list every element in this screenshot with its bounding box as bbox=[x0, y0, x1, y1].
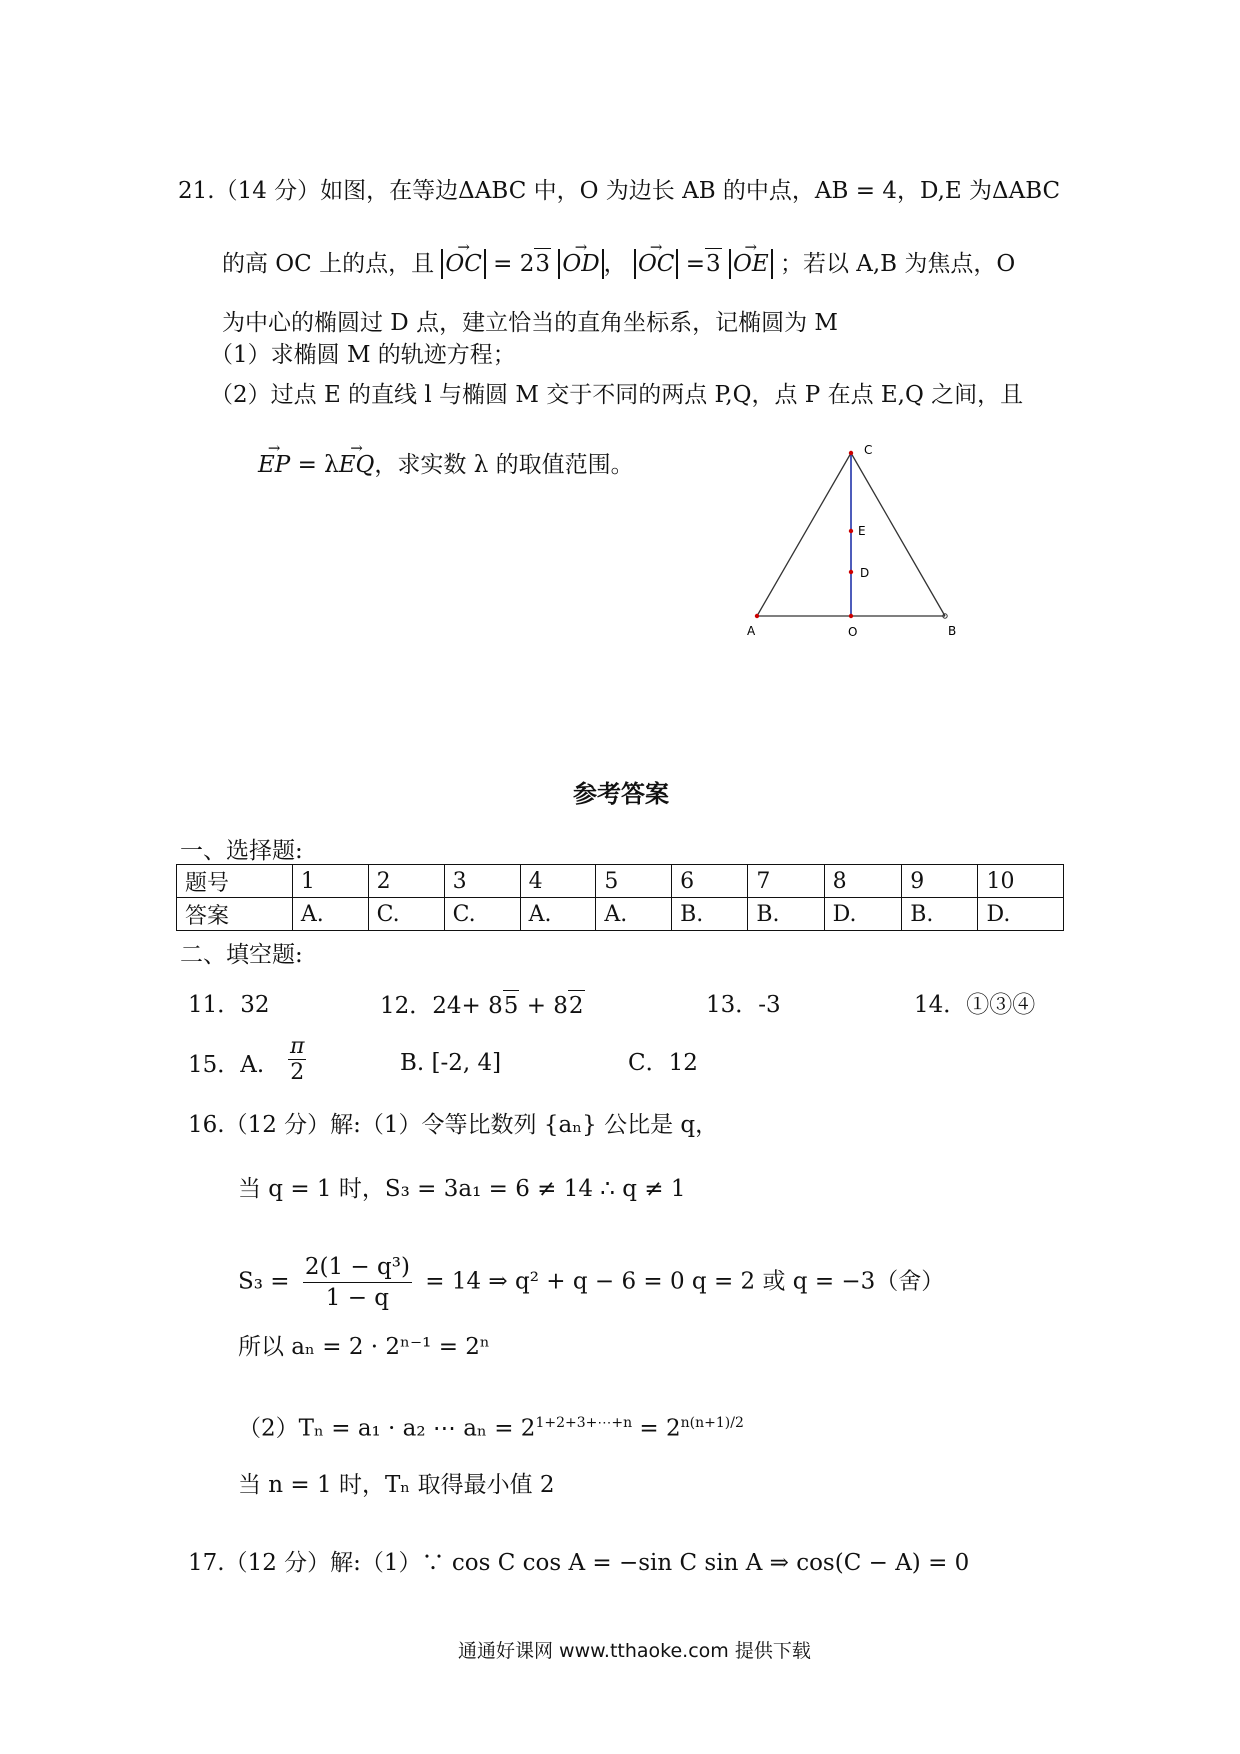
solution-16-line3 bbox=[238, 1252, 944, 1313]
problem-21-part2: （2）过点 E 的直线 l 与椭圆 M 交于不同的两点 P,Q，点 P 在点 E,Q 之间，且 bbox=[210, 382, 1024, 408]
eq-sqrt: = bbox=[685, 251, 706, 277]
table-cell: B. bbox=[902, 898, 978, 931]
pi-over-2 bbox=[288, 1034, 306, 1085]
solution-16-line1: 16.（12 分）解:（1）令等比数列 {aₙ} 公比是 q， bbox=[188, 1112, 719, 1138]
table-cell: 6 bbox=[672, 865, 748, 898]
problem-21-line2-suffix: ；若以 A,B 为焦点，O bbox=[779, 251, 1016, 277]
vector-od: → OD bbox=[562, 249, 599, 279]
answer-title: 参考答案 bbox=[573, 780, 669, 808]
point-o bbox=[849, 614, 853, 618]
problem-21-line6 bbox=[258, 450, 634, 480]
sqrt-3: 3 bbox=[534, 248, 551, 279]
table-cell: 题号 bbox=[177, 865, 293, 898]
point-a bbox=[755, 614, 759, 618]
section-1-title: 一、选择题: bbox=[180, 838, 303, 864]
point-c bbox=[849, 451, 853, 455]
table-cell: 9 bbox=[902, 865, 978, 898]
section-2-title: 二、填空题: bbox=[180, 942, 303, 968]
problem-21-line2-prefix: 的高 OC 上的点，且 bbox=[222, 251, 435, 277]
pi-denominator: 2 bbox=[290, 1060, 305, 1085]
table-cell: A. bbox=[292, 898, 368, 931]
table-row-question-numbers bbox=[177, 865, 1064, 898]
point-e bbox=[849, 529, 853, 533]
table-cell: 7 bbox=[748, 865, 824, 898]
table-cell: 2 bbox=[368, 865, 444, 898]
table-cell: D. bbox=[978, 898, 1064, 931]
tn-prefix: （2）Tₙ = a₁ · a₂ ⋯ aₙ = 2 bbox=[238, 1415, 536, 1442]
table-cell: C. bbox=[368, 898, 444, 931]
answer-12-mid: + 8 bbox=[519, 993, 568, 1019]
page-footer: 通通好课网 www.tthaoke.com 提供下载 bbox=[458, 1640, 811, 1662]
vector-oe: → OE bbox=[733, 249, 769, 279]
s3-suffix: = 14 ⇒ q² + q − 6 = 0 q = 2 或 q = −3（舍） bbox=[425, 1268, 945, 1295]
solution-17-line1: 17.（12 分）解:（1）∵ cos C cos A = −sin C sin A ⇒ cos(C − A) = 0 bbox=[188, 1550, 970, 1576]
table-row-answers bbox=[177, 898, 1064, 931]
s3-numerator: 2(1 − q³) bbox=[303, 1252, 412, 1283]
table-cell: A. bbox=[596, 898, 672, 931]
vector-ep: → EP bbox=[258, 450, 290, 480]
eq-lambda: = λ bbox=[290, 452, 339, 478]
table-cell: A. bbox=[520, 898, 596, 931]
tn-exponent-1: 1+2+3+⋯+n bbox=[535, 1415, 633, 1431]
problem-21-line6-suffix: ，求实数 λ 的取值范围。 bbox=[374, 452, 634, 478]
eq-2sqrt: = 2 bbox=[493, 251, 535, 277]
label-d: D bbox=[860, 566, 870, 580]
answer-12-prefix: 12．24+ 8 bbox=[380, 993, 503, 1019]
table-cell: D. bbox=[824, 898, 902, 931]
table-cell: B. bbox=[672, 898, 748, 931]
table-cell: 1 bbox=[292, 865, 368, 898]
sqrt-2: 2 bbox=[568, 990, 585, 1021]
point-d bbox=[849, 570, 853, 574]
label-o: O bbox=[848, 625, 858, 639]
label-c: C bbox=[864, 443, 873, 457]
side-ac bbox=[757, 453, 851, 616]
answer-12 bbox=[380, 990, 585, 1021]
tn-mid: = 2 bbox=[632, 1415, 681, 1442]
vector-oc: → OC bbox=[445, 249, 481, 279]
sqrt-3-b: 3 bbox=[705, 248, 722, 279]
label-a: A bbox=[747, 624, 756, 638]
table-cell: 3 bbox=[444, 865, 520, 898]
problem-21-line1: 21.（14 分）如图，在等边ΔABC 中，O 为边长 AB 的中点，AB = 4，D,E 为ΔABC bbox=[178, 178, 1061, 204]
problem-21-line3: 为中心的椭圆过 D 点，建立恰当的直角坐标系，记椭圆为 M bbox=[222, 310, 838, 336]
triangle-figure bbox=[730, 438, 980, 650]
s3-fraction bbox=[303, 1252, 412, 1313]
label-e: E bbox=[858, 524, 866, 538]
table-cell: B. bbox=[748, 898, 824, 931]
tn-exponent-2: n(n+1)/2 bbox=[680, 1415, 744, 1431]
table-cell: 8 bbox=[824, 865, 902, 898]
s3-denominator: 1 − q bbox=[325, 1285, 390, 1311]
vector-eq: → EQ bbox=[339, 450, 375, 480]
problem-21-part1: （1）求椭圆 M 的轨迹方程； bbox=[210, 342, 516, 368]
label-b: B bbox=[948, 624, 957, 638]
answer-15-a: 15．A. bbox=[188, 1052, 265, 1078]
pi-numerator: π bbox=[290, 1034, 305, 1059]
answer-15-b: B. [-2, 4] bbox=[400, 1050, 502, 1076]
solution-16-line2: 当 q = 1 时，S₃ = 3a₁ = 6 ≠ 14 ∴ q ≠ 1 bbox=[238, 1176, 686, 1202]
table-cell: 5 bbox=[596, 865, 672, 898]
table-cell: 答案 bbox=[177, 898, 293, 931]
table-cell: C. bbox=[444, 898, 520, 931]
problem-21-line2 bbox=[222, 248, 1015, 279]
answer-14: 14．①③④ bbox=[914, 992, 1036, 1018]
solution-16-line6: 当 n = 1 时，Tₙ 取得最小值 2 bbox=[238, 1472, 555, 1498]
table-cell: 4 bbox=[520, 865, 596, 898]
solution-16-line4: 所以 aₙ = 2 · 2ⁿ⁻¹ = 2ⁿ bbox=[238, 1334, 490, 1360]
s3-prefix: S₃ = bbox=[238, 1268, 290, 1295]
comma: ， bbox=[603, 251, 627, 277]
answer-table bbox=[176, 864, 1064, 931]
answer-15-c: C．12 bbox=[628, 1050, 698, 1076]
vector-oc-2: → OC bbox=[638, 249, 674, 279]
answer-13: 13．-3 bbox=[706, 992, 781, 1018]
sqrt-5: 5 bbox=[503, 990, 520, 1021]
answer-11: 11．32 bbox=[188, 992, 270, 1018]
solution-16-line5 bbox=[238, 1408, 744, 1444]
table-cell: 10 bbox=[978, 865, 1064, 898]
